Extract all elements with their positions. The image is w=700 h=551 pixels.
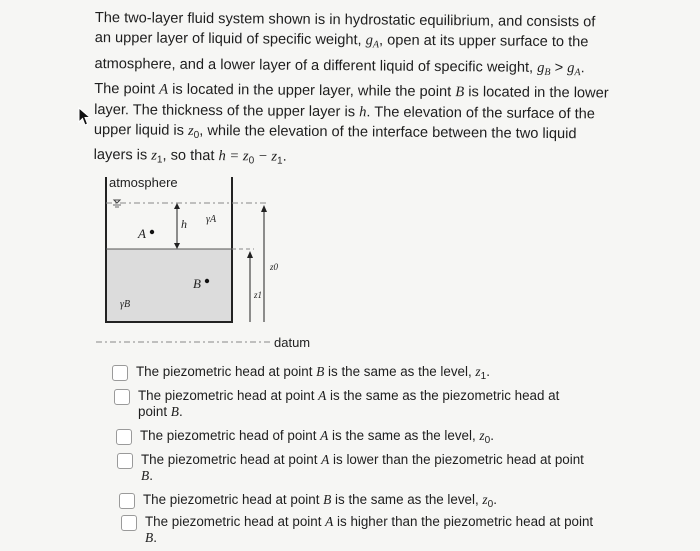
z0-dimension-arrow [261,205,267,322]
option-2-checkbox[interactable] [114,389,130,405]
free-surface-icon [113,200,121,207]
gamma-b-label: γB [120,299,131,310]
option-5-checkbox[interactable] [119,493,135,509]
question-line-5: layer. The thickness of the upper layer is h. The elevation of the surface of the [94,101,595,122]
option-3[interactable] [116,428,494,449]
point-a-dot [150,230,154,234]
option-5[interactable] [119,492,497,513]
z0-label: z0 [270,262,279,272]
h-dimension-arrow [174,203,180,249]
h-label: h [181,217,187,231]
lower-liquid-layer [106,249,232,322]
question-line-1: The two-layer fluid system shown is in hydrostatic equilibrium, and consists of [94,9,596,31]
option-3-text: The piezometric head of point A is the same as the level, $z_0$. [140,428,494,446]
option-2[interactable] [114,388,559,420]
question-text [94,8,615,175]
option-6-text: The piezometric head at point A is higher than the piezometric head at point B. [145,514,594,545]
option-3-checkbox[interactable] [116,429,132,445]
option-6-checkbox[interactable] [121,515,137,531]
gamma-a-label: γA [206,214,217,225]
point-b-label: B [193,276,201,291]
point-a-label: A [138,226,146,241]
question-line-4: The point A is located in the upper layer, while the point B is located in the lower [94,81,609,102]
option-2-text: The piezometric head at point A is the same as the piezometric head at point B. [138,388,560,419]
z1-dimension-arrow [247,251,253,322]
z1-label: z1 [254,290,263,300]
two-layer-fluid-diagram [96,172,336,357]
option-4[interactable] [117,452,584,484]
question-line-2: an upper layer of liquid of specific weight, $g_A$, open at its upper surface to the [94,30,589,51]
option-6[interactable] [121,514,593,546]
option-4-text: The piezometric head at point A is lower than the piezometric head at point B. [141,452,584,483]
option-1[interactable] [112,364,490,385]
mouse-cursor-icon [78,107,92,127]
atmosphere-label: atmosphere [109,175,178,190]
question-line-6: upper liquid is $z_0$, while the elevation of the interface between the two liquid [93,122,577,143]
option-4-checkbox[interactable] [117,453,133,469]
question-line-7: layers is $z_1$, so that $h = z_0 - z_1$. [93,147,287,168]
option-5-text: The piezometric head at point B is the same as the level, $z_0$. [143,492,497,510]
question-line-3: atmosphere, and a lower layer of a different liquid of specific weight, $g_B > g_A$. [94,55,585,79]
option-1-checkbox[interactable] [112,365,128,381]
datum-label: datum [274,335,311,350]
option-1-text: The piezometric head at point B is the same as the level, $z_1$. [136,364,490,382]
point-b-dot [205,279,209,283]
